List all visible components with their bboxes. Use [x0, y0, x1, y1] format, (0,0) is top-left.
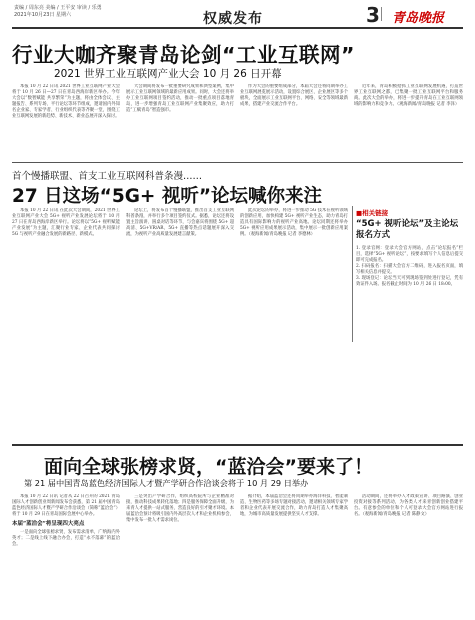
story3-column-2: [126, 494, 234, 614]
editor-line: 责编 / 周东亮 美编 / 王平安 审读 / 乐勇: [14, 5, 102, 11]
story1-col4-text: 近年来，青岛积极抢抓工业互联网发展机遇，打造世界工业互联网之都，已集聚一批工业互联网平台和服务商。此次大会的举办，将进一步提升青岛在工业互联网领域的影响力和竞争力。（观海新闻/青岛晚报 记者 李泽）: [354, 84, 463, 107]
signup-method-1: 1. 登录官网：登录大会官方网站，点击“论坛报名”栏目，选择“5G+ 视听论坛”，按要求填写个人信息后提交即可完成报名。: [356, 246, 463, 263]
story3-column-4: [354, 494, 463, 614]
story1-headline: 行业大咖齐聚青岛论剑“工业互联网”: [12, 43, 355, 67]
story1-col2-text: 大会期间将发布一批重要研究成果和典型案例，集中展示工业互联网领域的最新应用成果。同时，大会还将举办工业互联网项目签约活动，推动一批重点项目落地青岛，进一步增强青岛工业互联网产业集聚效应，助力打造“工赋青岛”智造强市。: [126, 84, 234, 113]
story1-column-1: [12, 84, 120, 160]
story3-subtitle: 本届“蓝洽会”将呈现四大亮点: [12, 521, 85, 527]
story2-column-3: [240, 208, 348, 342]
story3-col4-text: 活动期间，还将举办人才政策宣讲、项目路演、创业投资对接等系列活动，为各类人才来青创新创业搭建平台。有意参会的单位和个人可登录大会官方网站进行报名。（观海新闻/青岛晚报 记者 陈静文）: [354, 494, 463, 517]
related-links-tag: ■相关链接: [356, 209, 389, 217]
story2-col2-text: 论坛上，将发布首个慢播联盟，推出首支工业互联网科普条漫，并举行多个项目签约仪式。据悉，论坛还将设置主旨演讲、圆桌对话等环节，与会嘉宾将围绕 5G+ 超高清、5G+VR/AR、5G+ 直播等热点话题展开深入交流，为视听产业高质量发展建言献策。: [126, 208, 234, 237]
related-links-body: [356, 246, 463, 288]
header-rule: [12, 27, 463, 29]
story-divider-2: [12, 444, 463, 446]
story2-col1-text: 本报 10 月 22 日讯 在此次大会期间，2021 世界工业互联网产业大会 5G+ 视听产业发展论坛将于 10 月 27 日在青岛西海岸新区举行。论坛将以“5G+ 视听赋能产业发展”为主题，汇聚行业专家、企业代表共同探讨 5G 与视听产业融合发展的新路径、新模式。: [12, 208, 120, 237]
page-header: [0, 0, 475, 28]
story1-col1-text: 本报 10 月 22 日讯 2021 世界工业互联网产业大会将于 10 月 26 日—27 日在青岛西海岸新区举办。今年大会以“数智赋能 共享繁荣”为主题，将由全体会议、主题报告、系列专场、平行论坛等环节组成，邀请国内外知名企业家、专家学者、行业组织代表等齐聚一堂，围绕工业互联网发展的新趋势、新技术、新业态展开深入探讨。: [12, 84, 120, 119]
story3-subheadline: 第 21 届中国青岛蓝色经济国际人才暨产学研合作洽谈会将于 10 月 29 日举办: [24, 478, 309, 488]
story1-column-4: [354, 84, 463, 160]
signup-method-2: 2. 扫码报名：扫描大会官方二维码，进入报名页面，填写相关信息并提交。: [356, 264, 463, 275]
related-links-title: “5G+ 视听论坛”及主论坛报名方式: [356, 219, 459, 240]
story3-column-3: [240, 494, 348, 614]
story1-col3-text: 作为大会的重要组成部分，本届大会还将同期举办工业互联网展览展示活动，设置综合展区、企业展区等多个板块，全面展示工业互联网平台、网络、安全等领域最新成果，搭建产业交流合作平台。: [240, 84, 348, 107]
story2-column-1: [12, 208, 120, 342]
story2-col3-text: 此次论坛的举办，将进一步推动 5G 技术在视听领域的创新应用，加快构建 5G+ 视听产业生态，助力青岛打造具有国际影响力的视听产业高地。论坛同期还将举办 5G+ 视听应用成果展示活动，集中展示一批创新应用案例。（观海新闻/青岛晚报 记者 李德林）: [240, 208, 348, 237]
signup-method-3: 3. 现场登记：论坛当天可到现场签到处进行登记，凭有效证件入场。报名截止时间为 10 月 26 日 18:00。: [356, 276, 463, 287]
story2-column-2: [126, 208, 234, 342]
section-title: 权威发布: [203, 11, 263, 27]
related-links-sidebar: [356, 208, 463, 342]
header-divider: [381, 7, 382, 21]
story3-col1b-text: 一是面向全球张榜求贤，发布需求清单，广纳海内外英才；二是线上线下融合办会，打造“永不落幕”的蓝洽会。: [12, 530, 120, 547]
story1-column-2: [126, 84, 234, 160]
story3-column-1: [12, 494, 120, 614]
newspaper-logo: 青岛晚报: [392, 11, 445, 26]
story3-col2-text: 三是突出产学研合作，组织高校院所与企业精准对接，推动科技成果转化落地；四是服务保障全面升级，为来青人才提供一站式服务，营造良好的引才聚才环境。本届蓝洽会预计将吸引国内外高层次人才和企业机构参会，集中发布一批人才需求岗位。: [126, 494, 234, 523]
story3-col1-text: 本报 10 月 22 日讯 记者从 22 日召开的 2021 青岛国际人才创新创业周新闻发布会获悉，第 21 届中国青岛蓝色经济国际人才暨产学研合作洽谈会（简称“蓝洽会”）将于 10 月 29 日在青岛国际会展中心举办。: [12, 494, 120, 517]
page-number: 3: [366, 3, 380, 27]
story-divider-1: [12, 162, 463, 163]
story1-subheadline: 2021 世界工业互联网产业大会 10 月 26 日开幕: [54, 68, 282, 80]
sidebar-divider: [352, 206, 353, 342]
story2-kicker: 首个慢播联盟、首支工业互联网科普条漫……: [12, 171, 203, 182]
editor-credits: [14, 5, 102, 19]
story1-column-3: [240, 84, 348, 160]
story3-col3-text: 据介绍，本届蓝洽会还将同期举办海洋科技、智能制造、生物医药等多场专题对接活动，邀请相关领域专家学者和企业代表开展交流合作，助力青岛打造人才集聚高地，为城市高质量发展提供坚实人才支撑。: [240, 494, 348, 517]
story3-headline: 面向全球张榜求贤，“蓝洽会”要来了！: [44, 456, 373, 478]
story2-headline: 27 日这场“5G+ 视听”论坛喊你来注: [12, 186, 323, 207]
date-line: 2021年10月23日 星期六: [14, 12, 72, 18]
